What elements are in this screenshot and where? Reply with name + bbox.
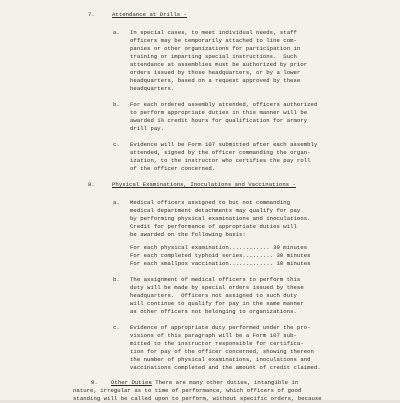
section-8-heading: Physical Examinations, Inoculations and Vaccinations - <box>112 181 296 188</box>
section-8a-label: a. <box>113 199 120 206</box>
section-7a-label: a. <box>113 29 120 36</box>
section-8b-label: b. <box>113 276 120 283</box>
section-7b-label: b. <box>113 101 120 108</box>
section-9-number: 9. <box>91 379 98 386</box>
section-7-number: 7. <box>88 11 95 18</box>
section-7c-label: c. <box>113 141 120 148</box>
section-8c-label: c. <box>113 324 120 331</box>
section-9-heading: Other Duties <box>111 379 152 386</box>
section-7-heading: Attendance at Drills - <box>112 11 187 18</box>
credit-physical-exam: For each physical examination............ 30 minutes <box>130 244 308 251</box>
credit-typhoid-series: For each completed typhoid series......... 30 minutes <box>130 252 311 259</box>
section-8-number: 8. <box>88 181 95 188</box>
document-page: 7. Attendance at Drills - a. In special cases, to meet individual needs, staff officers may be temporarily attached to line com- panies or other organizations for participation in training or imparting special instructions. Such attendance at assemblies must be authorized by prior orders issued by those headquarters, or by a lower headquarters, based on a request approved by these headquarters. b. For each ordered assembly attended, officers authorized to perform appropriate duties in this manner will be awarded 1½ credit hours for qualification for armory drill pay. c. Evidence will be Form 107 submitted after each assembly attended, signed by the officer commanding the organ- ization, to the instructor who certifies the pay roll of the officer concerned. 8. Physical Examinations, Inoculations and Vaccinations - a. Medical officers assigned to but not commanding medical department detachments may qualify for pay by performing physical examinations and inoculations. Credit for performance of appropriate duties will be awarded on the following basis: For each physical examination............ 30 minutes For each completed typhoid series......... 30 minutes For each smallpox vaccination............. 10 minutes b. The assignment of medical officers to perform this duty will be made by special orders issued by these headquarters. Officers not assigned to such duty will continue to qualify for pay in the same manner as other officers not belonging to organizations. c. Evidence of appropriate duty performed under the pro- visions of this paragraph will be a Form 107 sub- mitted to the instructor responsible for certifica- tion for pay of the officer concerned, showing thereon the number of physical examinations, inoculations and vaccinations completed and the amount of credit claimed. 9. Other Duties - There are many other duties, intangible in nature, irregular as to time of performance, which officers of good standing will be called upon to perform, without specific orders, because <box>0 0 400 400</box>
credit-smallpox-vaccination: For each smallpox vaccination............. 10 minutes <box>130 260 311 267</box>
